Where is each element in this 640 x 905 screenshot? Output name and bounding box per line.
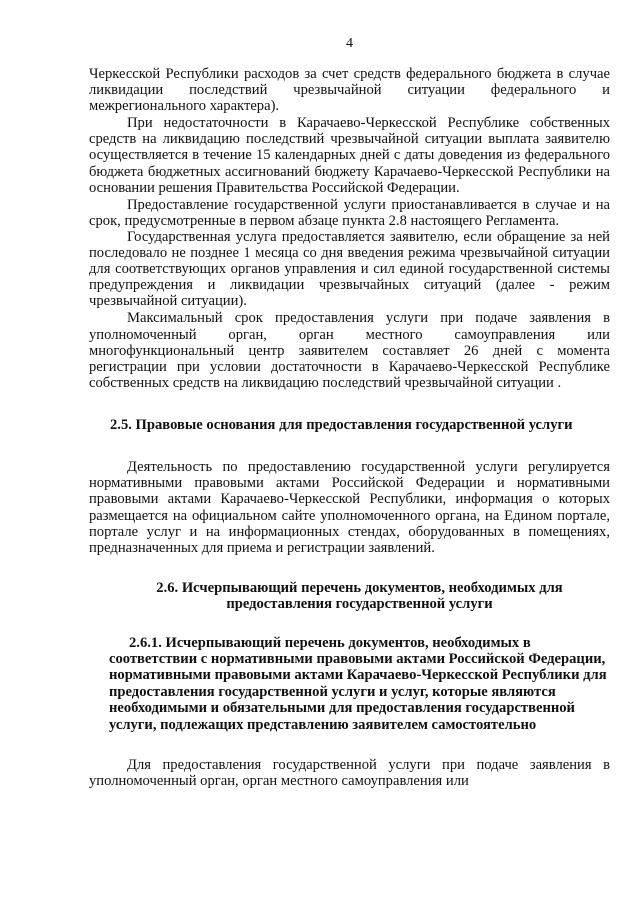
paragraph-documents: Для предоставления государственной услуги при подаче заявления в уполномоченный орган, орган местного самоуправления или xyxy=(89,757,610,790)
paragraph-max-term: Максимальный срок предоставления услуги при подаче заявления в уполномоченный орган, орган местного самоуправления или многофункциональный центр заявителем составляет 26 дней с момента регистрации при условии достаточности в Карачаево-Черкесской Республике собственных средств на ликвидацию последствий чрезвычайной ситуации . xyxy=(89,310,610,391)
page-number: 4 xyxy=(346,36,353,51)
heading-2-5: 2.5. Правовые основания для предоставления государственной услуги xyxy=(110,416,573,433)
paragraph-service-provision: Государственная услуга предоставляется заявителю, если обращение за ней последовало не позднее 1 месяца со дня введения режима чрезвычайной ситуации для соответствующих органов управления и сил единой государственной системы предупреждения и ликвидации чрезвычайных ситуаций (далее - режим чрезвычайной ситуации). xyxy=(89,228,610,310)
paragraph-legal-basis: Деятельность по предоставлению государственной услуги регулируется нормативными правовыми актами Российской Федерации и нормативными правовыми актами Карачаево-Черкесской Республики, информация о которых размещается на официальном сайте уполномоченного органа, на Едином портале, портале услуг и на информационных стендах, оборудованных в помещениях, предназначенных для приема и регистрации заявлений. xyxy=(89,459,610,556)
heading-2-6-1: 2.6.1. Исчерпывающий перечень документов, необходимых в соответствии с нормативными правовыми актами Российской Федерации, нормативными правовыми актами Карачаево-Черкесской Республики для предоставления государственной услуги и услуг, которые являются необходимыми и обязательными для предоставления государственной услуги, подлежащих представлению заявителем самостоятельно xyxy=(109,634,607,733)
heading-2-6: 2.6. Исчерпывающий перечень документов, необходимых для предоставления государственной услуги xyxy=(156,579,563,613)
paragraph-continuation: Черкесской Республики расходов за счет средств федерального бюджета в случае ликвидации последствий чрезвычайной ситуации федерального и межрегионального характера). xyxy=(89,66,610,115)
paragraph-insufficient-funds: При недостаточности в Карачаево-Черкесской Республике собственных средств на ликвидацию последствий чрезвычайной ситуации выплата заявителю осуществляется в течение 15 календарных дней с даты доведения из федерального бюджета бюджетных ассигнований бюджету Карачаево-Черкесской Республики на основании решения Правительства Российской Федерации. xyxy=(89,115,610,196)
paragraph-suspension: Предоставление государственной услуги приостанавливается в случае и на срок, предусмотренные в первом абзаце пункта 2.8 настоящего Регламента. xyxy=(89,196,610,229)
